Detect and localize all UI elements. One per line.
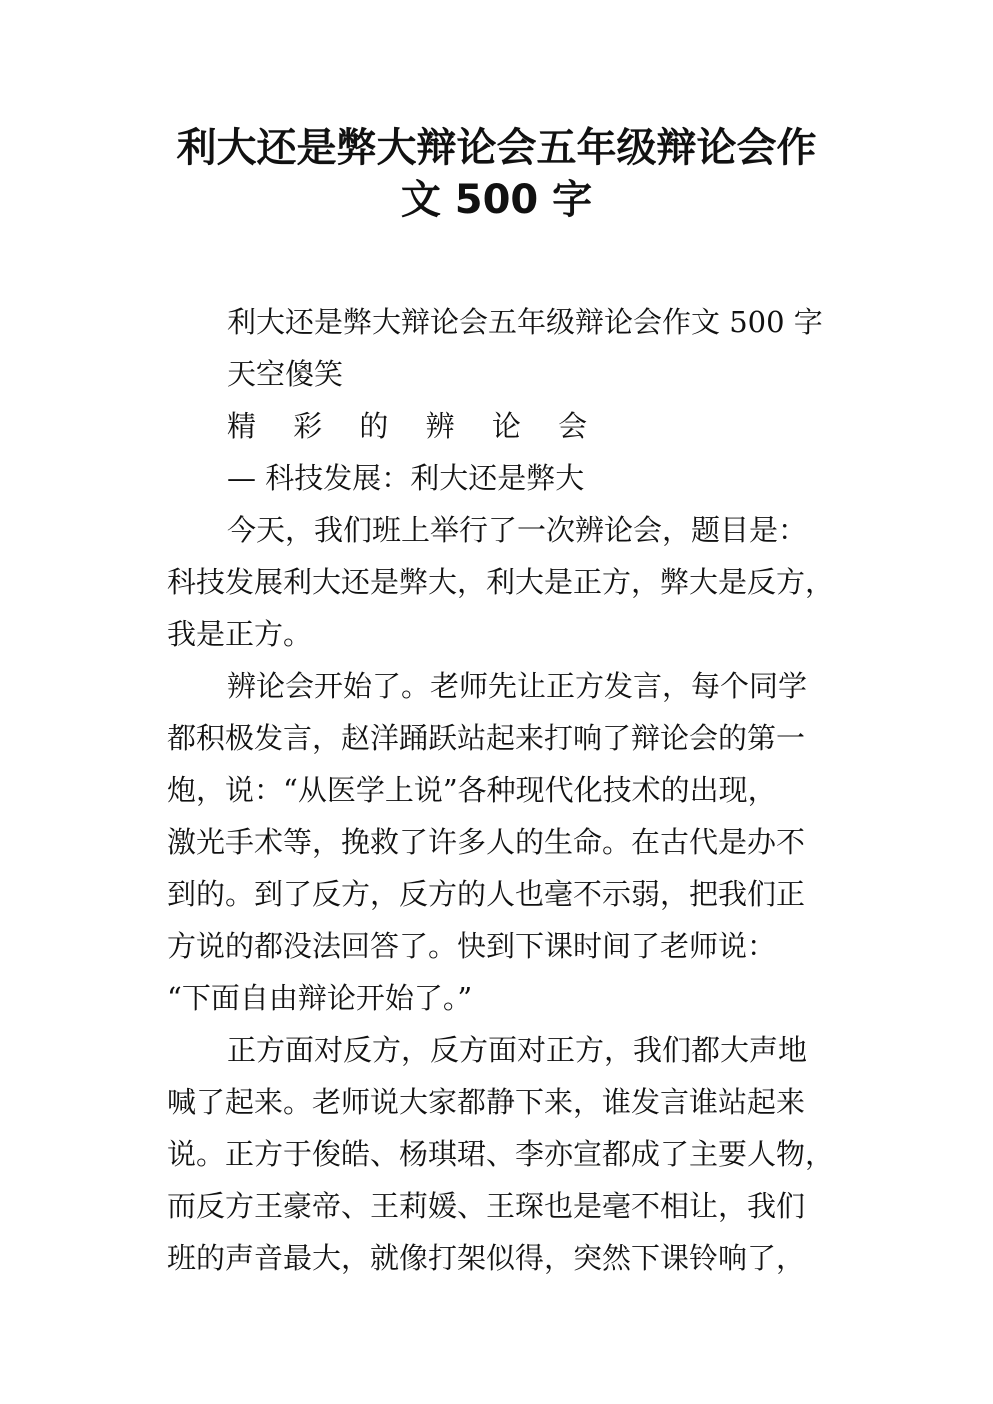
text-line: 利大还是弊大辩论会五年级辩论会作文 500 字 — [227, 305, 823, 339]
text-line: 我是正方。 — [167, 617, 313, 651]
text-line: 辨论会开始了。老师先让正方发言，每个同学 — [227, 669, 808, 703]
text-line: 炮，说：“从医学上说”各种现代化技术的出现， — [167, 773, 777, 807]
document-title — [0, 122, 993, 226]
text-line: 说。正方于俊皓、杨琪珺、李亦宣都成了主要人物， — [167, 1137, 835, 1171]
text-line: 正方面对反方，反方面对正方，我们都大声地 — [227, 1033, 808, 1067]
text-line: 科技发展利大还是弊大，利大是正方，弊大是反方， — [167, 565, 835, 599]
text-line: 天空傻笑 — [227, 357, 344, 391]
text-line: “下面自由辩论开始了。” — [167, 981, 473, 1015]
text-line: 到的。到了反方，反方的人也毫不示弱，把我们正 — [167, 877, 806, 911]
title-line: 利大还是弊大辩论会五年级辩论会作 — [176, 125, 817, 171]
title-line: 文 500 字 — [400, 177, 593, 223]
text-line: 喊了起来。老师说大家都静下来，谁发言谁站起来 — [167, 1085, 806, 1119]
text-line: 而反方王豪帝、王莉媛、王琛也是毫不相让，我们 — [167, 1189, 806, 1223]
text-line: — 科技发展：利大还是弊大 — [227, 461, 585, 495]
text-line: 精 彩 的 辨 论 会 — [227, 409, 602, 443]
text-line: 都积极发言，赵洋踊跃站起来打响了辩论会的第一 — [167, 721, 806, 755]
text-line: 今天，我们班上举行了一次辨论会，题目是： — [227, 513, 808, 547]
text-line: 方说的都没法回答了。快到下课时间了老师说： — [167, 929, 777, 963]
text-line: 班的声音最大，就像打架似得，突然下课铃响了， — [167, 1241, 806, 1275]
document-body — [167, 296, 847, 1284]
text-line: 激光手术等，挽救了许多人的生命。在古代是办不 — [167, 825, 806, 859]
